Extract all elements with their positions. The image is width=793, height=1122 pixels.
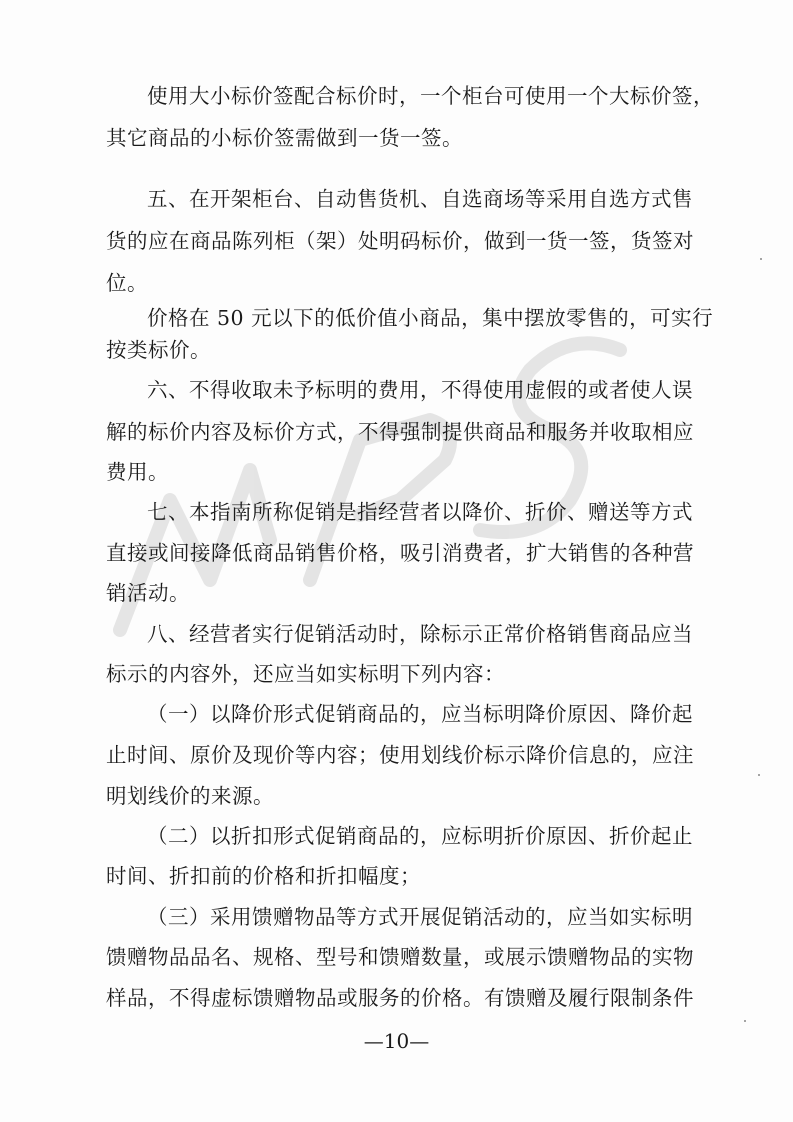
text-line: 解的标价内容及标价方式，不得强制提供商品和服务并收取相应 xyxy=(106,420,694,444)
text-line: 时间、折扣前的价格和折扣幅度； xyxy=(106,864,421,888)
page-number: —10— xyxy=(363,1029,430,1053)
text-line: 价格在 50 元以下的低价值小商品，集中摆放零售的，可实行 xyxy=(147,306,714,330)
text-line: 七、本指南所称促销是指经营者以降价、折价、赠送等方式 xyxy=(147,500,693,524)
scan-speck xyxy=(758,774,760,776)
text-line: 销活动。 xyxy=(106,581,190,605)
text-line: 八、经营者实行促销活动时，除标示正常价格销售商品应当 xyxy=(147,622,693,646)
text-line: 费用。 xyxy=(106,460,169,484)
text-line: 样品，不得虚标馈赠物品或服务的价格。有馈赠及履行限制条件 xyxy=(106,986,694,1010)
text-line: 其它商品的小标价签需做到一货一签。 xyxy=(106,126,463,150)
text-line: 使用大小标价签配合标价时，一个柜台可使用一个大标价签， xyxy=(147,84,714,108)
text-line: 止时间、原价及现价等内容；使用划线价标示降价信息的，应注 xyxy=(106,743,694,767)
text-line: 位。 xyxy=(106,271,148,295)
text-line: 标示的内容外，还应当如实标明下列内容： xyxy=(106,662,505,686)
text-line: 六、不得收取未予标明的费用，不得使用虚假的或者使人误 xyxy=(147,378,693,402)
text-line: （一）以降价形式促销商品的，应当标明降价原因、降价起 xyxy=(147,702,693,726)
text-line: 按类标价。 xyxy=(106,338,211,362)
text-line: （二）以折扣形式促销商品的，应标明折价原因、折价起止 xyxy=(147,824,693,848)
text-line: （三）采用馈赠物品等方式开展促销活动的，应当如实标明 xyxy=(147,905,693,929)
scan-speck xyxy=(744,1020,746,1022)
text-line: 馈赠物品品名、规格、型号和馈赠数量，或展示馈赠物品的实物 xyxy=(106,945,694,969)
text-line: 五、在开架柜台、自动售货机、自选商场等采用自选方式售 xyxy=(147,187,693,211)
text-line: 明划线价的来源。 xyxy=(106,784,274,808)
scan-speck xyxy=(760,258,762,260)
text-line: 直接或间接降低商品销售价格，吸引消费者，扩大销售的各种营 xyxy=(106,541,694,565)
text-line: 货的应在商品陈列柜（架）处明码标价，做到一货一签，货签对 xyxy=(106,229,694,253)
